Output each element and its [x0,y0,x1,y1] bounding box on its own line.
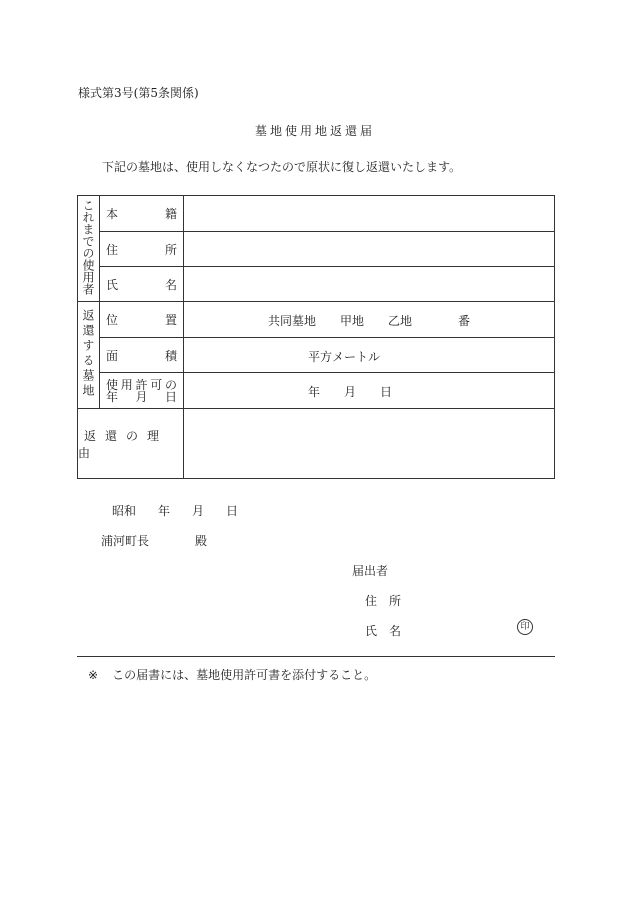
otsu-chi: 乙地 [388,314,413,328]
area-unit: 平方メートル [308,350,381,364]
honseki-field[interactable] [184,196,555,232]
group-returned-plot-label: 返還する墓地 [81,308,95,399]
address-field[interactable] [184,232,555,267]
form-number: 様式第3号(第5条関係) [78,86,199,100]
location-label: 位 置 [100,302,184,338]
note-mark: ※ [88,668,99,682]
permit-day: 日 [380,385,393,399]
notifier-name-label: 氏 名 [365,624,402,638]
intro-text: 下記の墓地は、使用しなくなつたので原状に復し返還いたします。 [102,160,462,174]
seal-mark: 印 [517,619,533,635]
submission-date [112,502,238,519]
note-text: この届書には、墓地使用許可書を添付すること。 [112,668,377,682]
day: 日 [226,504,239,518]
area-field[interactable] [184,338,555,373]
era: 昭和 [112,504,137,518]
permit-month: 月 [344,385,357,399]
honorific: 殿 [195,534,208,548]
reason-label: 返還の理由 [78,409,184,479]
document-title: 墓地使用地返還届 [254,124,375,138]
location-field[interactable] [184,302,555,338]
addressee-line [101,532,207,549]
ko-chi: 甲地 [340,314,365,328]
permit-date-label: 使 用 許 可 の 年 月 日 [100,373,184,409]
permit-date-field[interactable] [184,373,555,409]
year: 年 [158,504,171,518]
addressee: 浦河町長 [101,534,150,548]
month: 月 [192,504,205,518]
notifier-address-label: 住 所 [365,594,402,608]
group-returned-plot [78,302,100,409]
ban: 番 [458,314,471,328]
permit-year: 年 [308,385,321,399]
note-line [88,666,376,683]
kyodo-bochi: 共同墓地 [268,314,317,328]
honseki-label: 本 籍 [100,196,184,232]
name-field[interactable] [184,267,555,302]
area-label: 面 積 [100,338,184,373]
reason-field[interactable] [184,409,555,479]
form-table [77,195,555,479]
name-label: 氏 名 [100,267,184,302]
notifier-label: 届出者 [352,564,389,578]
address-label: 住 所 [100,232,184,267]
divider [77,656,555,657]
group-previous-user [78,196,100,302]
group-previous-user-label: これまでの使用者 [81,199,95,295]
